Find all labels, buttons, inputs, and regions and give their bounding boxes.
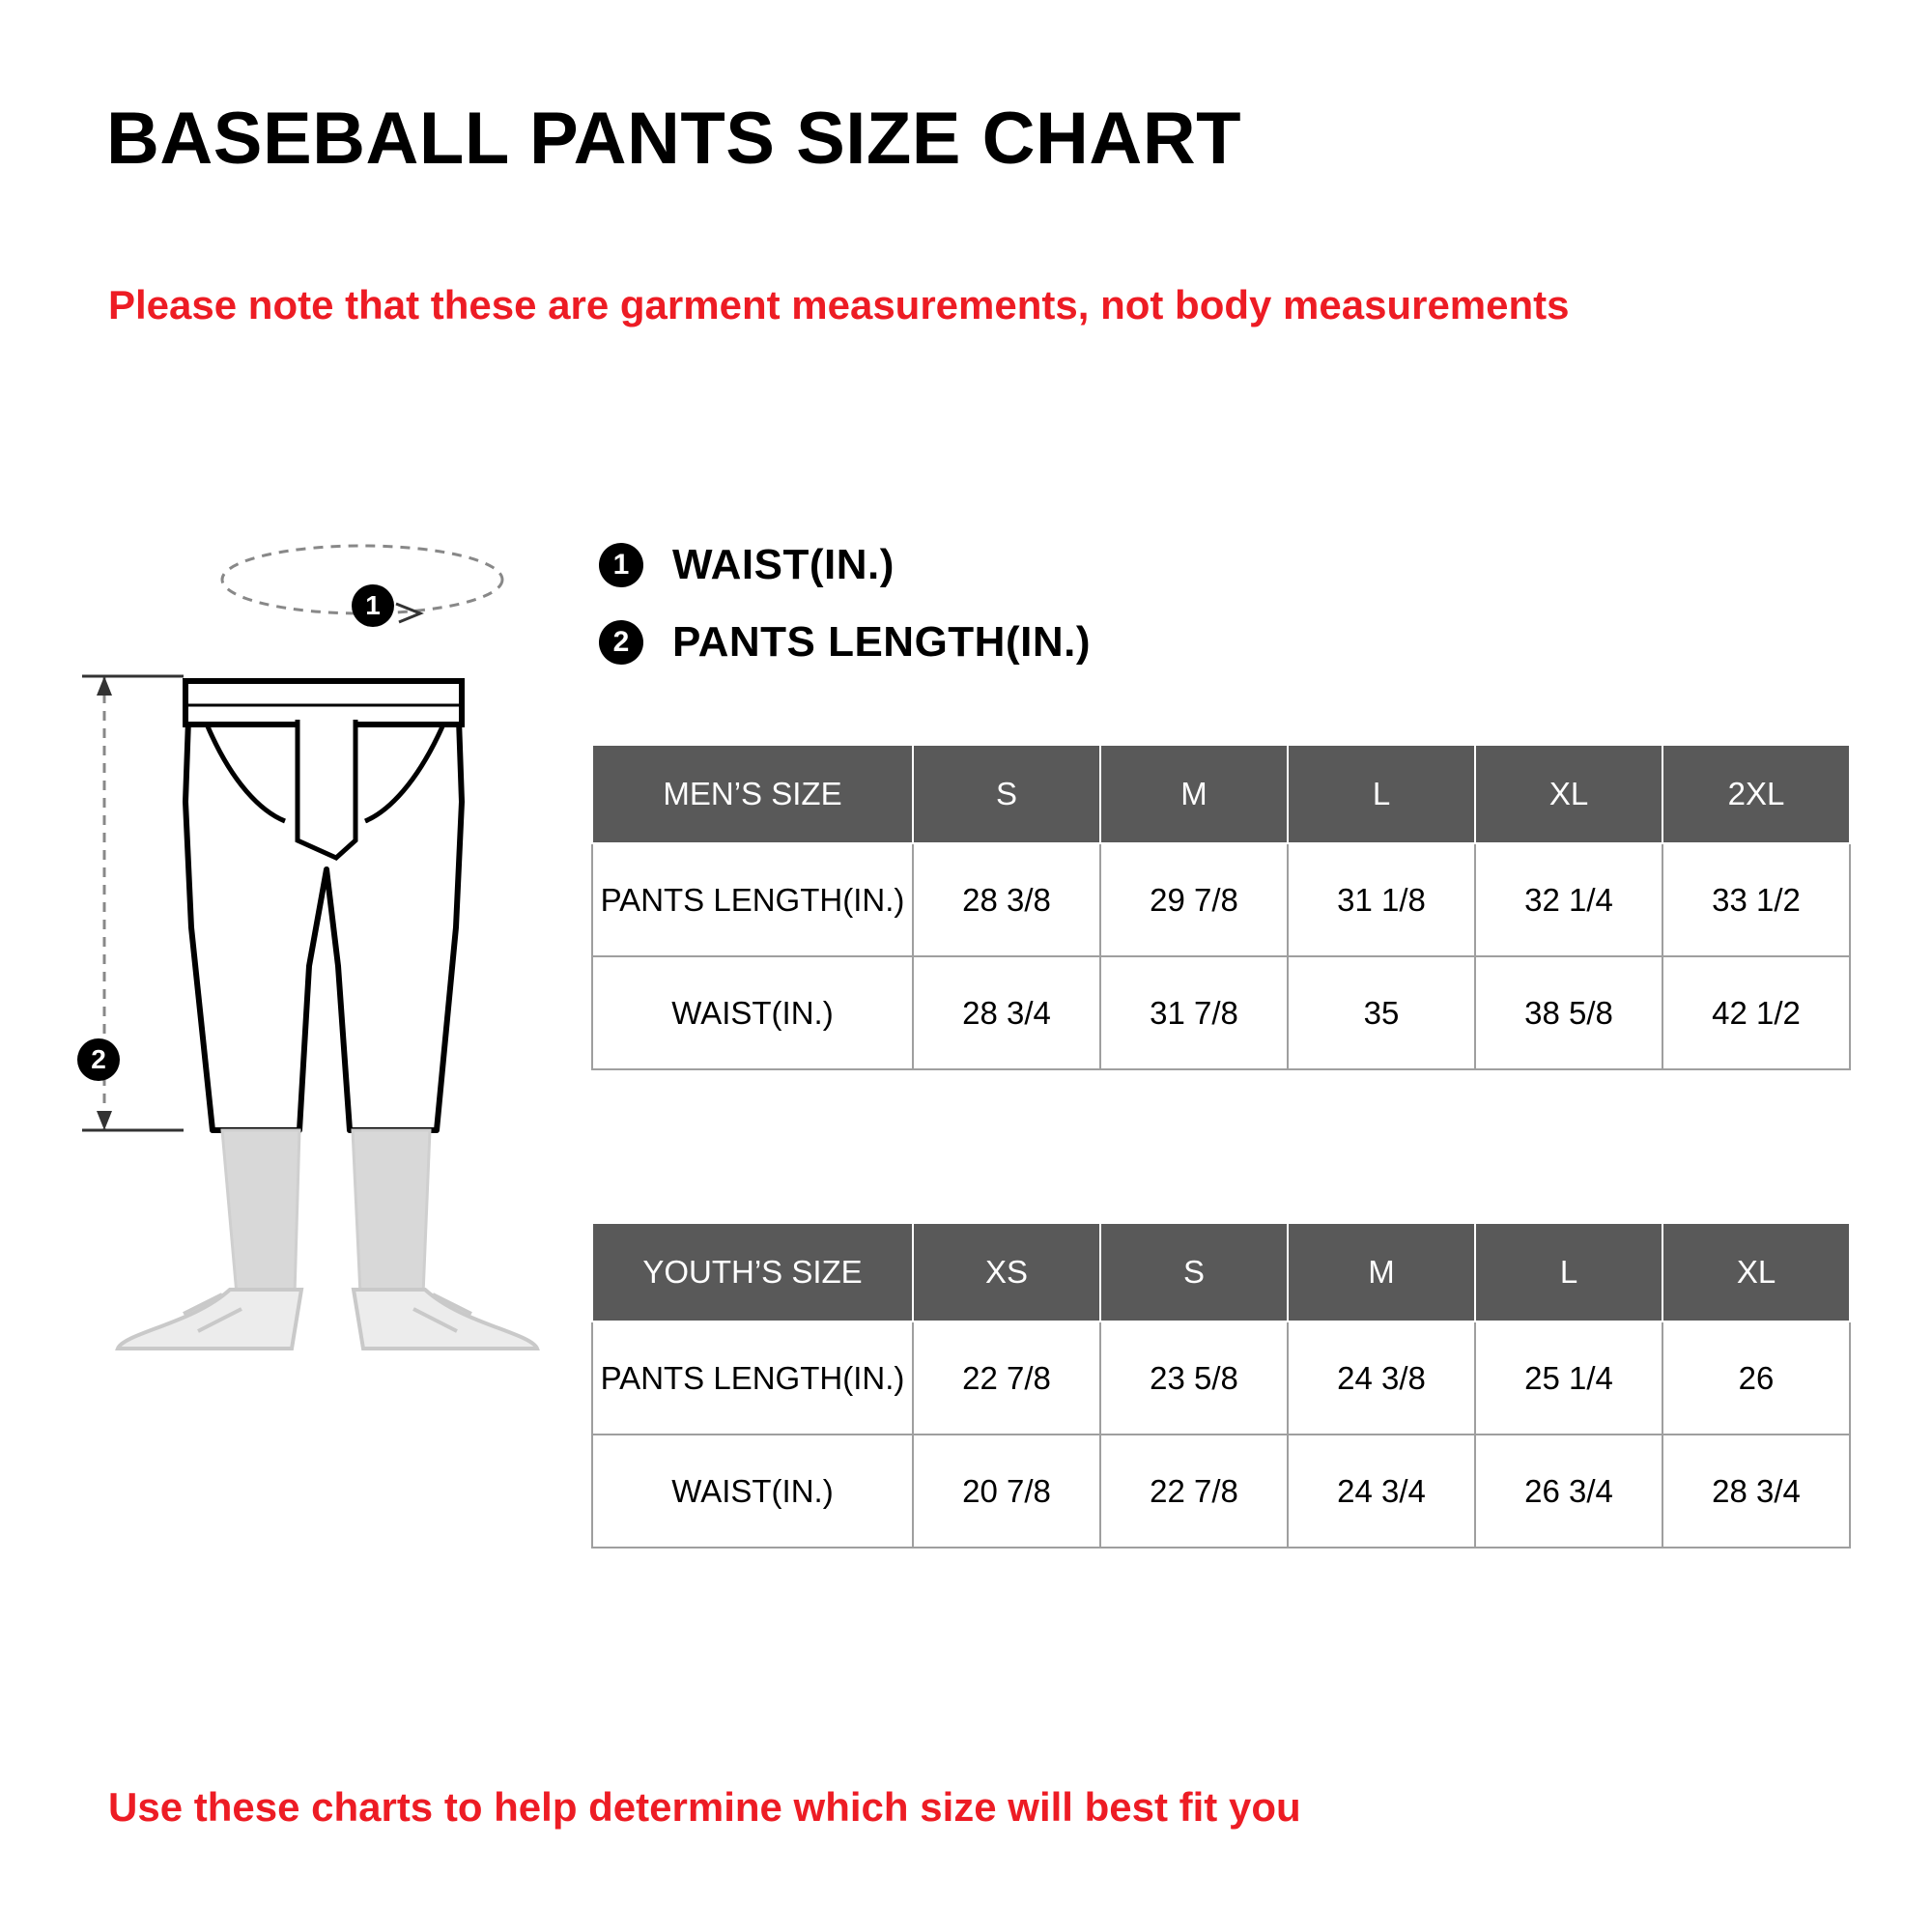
- youths-waist-s: 22 7/8: [1100, 1435, 1288, 1548]
- table-row: [592, 843, 1850, 956]
- badge-2-icon: 2: [599, 620, 643, 665]
- table-row: [592, 1321, 1850, 1435]
- mens-pants-length-s: 28 3/8: [913, 843, 1100, 956]
- youths-col-s: S: [1100, 1223, 1288, 1321]
- legend-label-pants-length: PANTS LENGTH(IN.): [672, 618, 1091, 666]
- youths-col-xl: XL: [1662, 1223, 1850, 1321]
- mens-waist-xl: 38 5/8: [1475, 956, 1662, 1069]
- mens-waist-m: 31 7/8: [1100, 956, 1288, 1069]
- youths-pants-length-xl: 26: [1662, 1321, 1850, 1435]
- youths-pants-length-m: 24 3/8: [1288, 1321, 1475, 1435]
- youths-pants-length-l: 25 1/4: [1475, 1321, 1662, 1435]
- illustration-marker-length: 2: [77, 1038, 120, 1081]
- youths-col-xs: XS: [913, 1223, 1100, 1321]
- badge-1-icon: 1: [599, 543, 643, 587]
- youths-pants-length-xs: 22 7/8: [913, 1321, 1100, 1435]
- mens-col-xl: XL: [1475, 745, 1662, 843]
- youths-size-header: YOUTH’S SIZE: [592, 1223, 913, 1321]
- youths-row-label-pants-length: PANTS LENGTH(IN.): [592, 1321, 913, 1435]
- table-row: [592, 956, 1850, 1069]
- mens-pants-length-xl: 32 1/4: [1475, 843, 1662, 956]
- youths-waist-l: 26 3/4: [1475, 1435, 1662, 1548]
- garment-measurement-note: Please note that these are garment measurements, not body measurements: [108, 282, 1570, 327]
- pants-illustration: [77, 522, 580, 1352]
- mens-col-s: S: [913, 745, 1100, 843]
- footer-note: Use these charts to help determine which size will best fit you: [108, 1784, 1301, 1830]
- mens-waist-s: 28 3/4: [913, 956, 1100, 1069]
- page-title: BASEBALL PANTS SIZE CHART: [106, 98, 1242, 180]
- mens-pants-length-m: 29 7/8: [1100, 843, 1288, 956]
- mens-row-label-pants-length: PANTS LENGTH(IN.): [592, 843, 913, 956]
- measurement-legend: [599, 541, 1091, 696]
- youths-col-m: M: [1288, 1223, 1475, 1321]
- mens-size-table: [591, 744, 1851, 1070]
- youths-size-table: [591, 1222, 1851, 1548]
- mens-row-label-waist: WAIST(IN.): [592, 956, 913, 1069]
- youths-pants-length-s: 23 5/8: [1100, 1321, 1288, 1435]
- mens-col-m: M: [1100, 745, 1288, 843]
- table-row: [592, 1435, 1850, 1548]
- mens-col-l: L: [1288, 745, 1475, 843]
- mens-pants-length-2xl: 33 1/2: [1662, 843, 1850, 956]
- youths-waist-xs: 20 7/8: [913, 1435, 1100, 1548]
- youths-row-label-waist: WAIST(IN.): [592, 1435, 913, 1548]
- youths-waist-m: 24 3/4: [1288, 1435, 1475, 1548]
- youths-col-l: L: [1475, 1223, 1662, 1321]
- legend-label-waist: WAIST(IN.): [672, 541, 895, 588]
- table-header-row: [592, 745, 1850, 843]
- mens-pants-length-l: 31 1/8: [1288, 843, 1475, 956]
- mens-waist-l: 35: [1288, 956, 1475, 1069]
- mens-waist-2xl: 42 1/2: [1662, 956, 1850, 1069]
- table-header-row: [592, 1223, 1850, 1321]
- legend-item-waist: [599, 541, 1091, 589]
- youths-waist-xl: 28 3/4: [1662, 1435, 1850, 1548]
- mens-col-2xl: 2XL: [1662, 745, 1850, 843]
- illustration-marker-waist: 1: [352, 584, 394, 627]
- mens-size-header: MEN’S SIZE: [592, 745, 913, 843]
- legend-item-pants-length: [599, 618, 1091, 667]
